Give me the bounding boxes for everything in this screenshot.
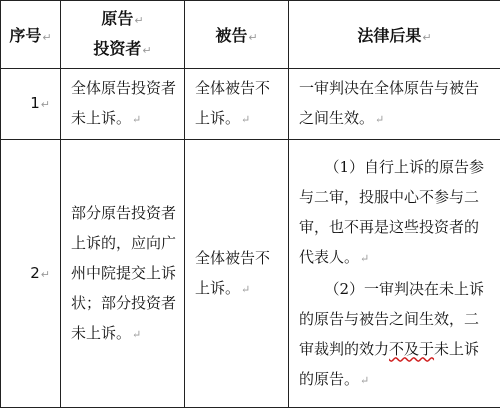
table-row (1, 69, 500, 140)
header-defendant: 被告↵ (185, 1, 289, 69)
header-seq: 序号↵ (1, 1, 61, 69)
consequence-paragraph-2: （2）一审判决在未上诉的原告与被告之间生效，二审裁判的效力不及于未上诉的原告。↵ (299, 274, 492, 396)
row-consequence: 一审判决在全体原告与被告之间生效。↵ (289, 69, 500, 140)
row-seq: 1↵ (1, 69, 61, 140)
row-consequence (289, 140, 500, 408)
row-plaintiff: 部分原告投资者上诉的，应向广州中院提交上诉状；部分投资者未上诉。↵ (61, 140, 185, 408)
row-defendant: 全体被告不上诉。↵ (185, 69, 289, 140)
header-plaintiff: 原告↵ 投资者↵ (61, 1, 185, 69)
row-defendant: 全体被告不上诉。↵ (185, 140, 289, 408)
header-consequence: 法律后果↵ (289, 1, 500, 69)
table-row (1, 140, 500, 408)
consequence-paragraph-1: （1）自行上诉的原告参与二审，投服中心不参与二审，也不再是这些投资者的代表人。↵ (299, 152, 492, 274)
spellcheck-underlined-text: 不及于 (389, 340, 434, 358)
header-row (1, 1, 500, 69)
row-plaintiff: 全体原告投资者未上诉。↵ (61, 69, 185, 140)
row-seq: 2↵ (1, 140, 61, 408)
